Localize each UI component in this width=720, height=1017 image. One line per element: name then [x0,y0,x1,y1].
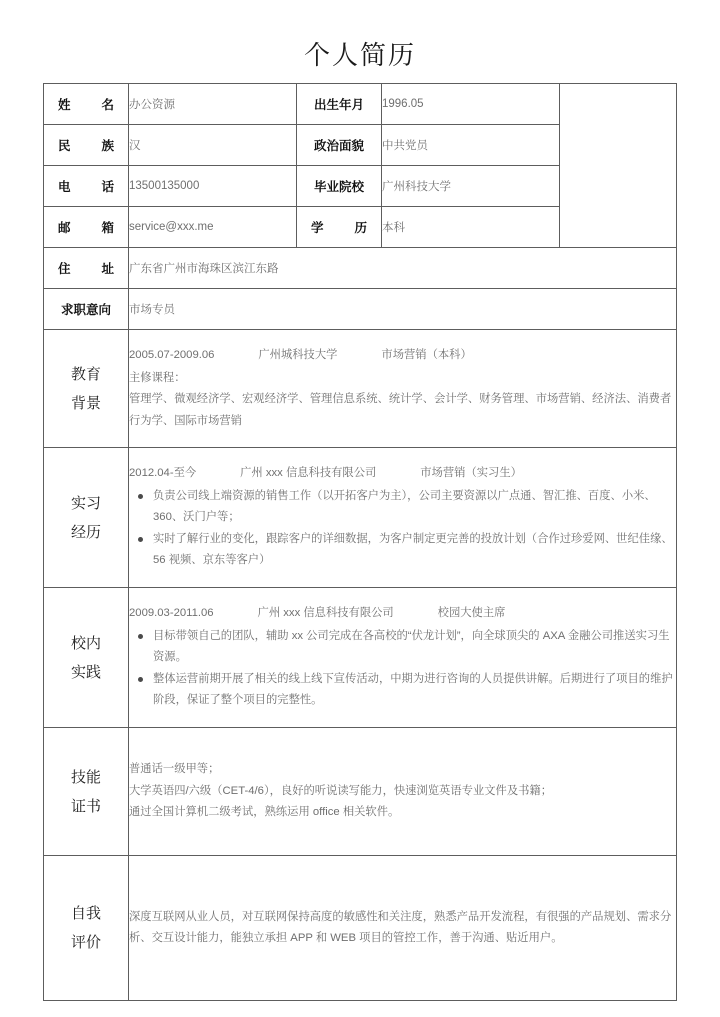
section-label-campus-practice-line2: 实践 [70,663,101,681]
field-label-email-text: 邮箱 [58,221,114,235]
field-label-name [44,84,129,125]
section-label-skills [44,728,129,856]
section-row-campus-practice [44,588,677,728]
field-value-political-status: 中共党员 [382,125,560,166]
field-label-birthdate [297,84,382,125]
section-label-education-line1: 教育 [70,365,101,383]
section-label-campus-practice [44,588,129,728]
self-evaluation-text: 深度互联网从业人员，对互联网保持高度的敏感性和关注度，熟悉产品开发流程，有很强的产品规划、需求分析、交互设计能力，能独立承担 APP 和 WEB 项目的管控工作，善于沟通、贴近用户。 [129,910,672,944]
skills-line-2: 大学英语四/六级（CET-4/6），良好的听说读写能力，快速浏览英语专业文件及书籍； [129,784,553,797]
section-row-internship [44,448,677,588]
skills-line-3: 通过全国计算机二级考试，熟练运用 office 相关软件。 [129,806,400,819]
field-label-objective [44,289,129,330]
field-label-objective-text: 求职意向 [60,303,111,317]
section-label-self-evaluation-line2: 评价 [70,934,101,951]
field-label-school-text: 毕业院校 [313,180,364,194]
field-value-birthdate: 1996.05 [382,84,560,125]
section-body-campus-practice [129,588,677,728]
field-value-school: 广州科技大学 [382,166,560,207]
section-label-internship [44,448,129,588]
field-label-school [297,166,382,207]
field-label-address [44,248,129,289]
field-label-email [44,207,129,248]
field-label-ethnicity [44,125,129,166]
section-body-skills [129,728,677,856]
education-header-line: 2005.07-2009.06 广州城科技大学 市场营销（本科） [129,349,472,361]
section-label-education [44,330,129,448]
field-value-ethnicity: 汉 [129,125,297,166]
section-label-campus-practice-line1: 校内 [70,634,101,652]
field-label-political-status [297,125,382,166]
skills-line-1: 普通话一级甲等； [129,763,220,776]
section-label-skills-line1: 技能 [70,768,101,786]
table-row-address [44,248,677,289]
field-label-phone [44,166,129,207]
field-label-address-text: 住址 [58,262,114,276]
field-label-ethnicity-text: 民族 [58,139,114,153]
field-label-phone-text: 电话 [58,180,114,194]
section-label-education-line2: 背景 [70,394,101,412]
list-item: 整体运营前期开展了相关的线上线下宣传活动，中期为进行咨询的人员提供讲解。后期进行了项目的维护阶段，保证了整个项目的完整性。 [129,669,676,712]
campus-practice-header-line: 2009.03-2011.06 广州 xxx 信息科技有限公司 校园大使主席 [129,607,506,620]
table-row-objective [44,289,677,330]
internship-header-line: 2012.04-至今 广州 xxx 信息科技有限公司 市场营销（实习生） [129,467,522,480]
list-item: 负责公司线上端资源的销售工作（以开拓客户为主），公司主要资源以广点通、智汇推、百度、小米、360、沃门户等； [129,486,676,529]
education-courses-text: 管理学、微观经济学、宏观经济学、管理信息系统、统计学、会计学、财务管理、市场营销、经济法、消费者行为学、国际市场营销 [129,393,672,427]
resume-table [43,83,677,1001]
education-courses-heading: 主修课程： [129,371,186,384]
field-label-political-status-text: 政治面貌 [313,139,364,153]
internship-bullet-list [129,486,676,572]
photo-placeholder-cell [560,84,677,248]
field-value-phone: 13500135000 [129,166,297,207]
field-value-email: service@xxx.me [129,207,297,248]
section-label-skills-line2: 证书 [70,797,101,815]
section-label-self-evaluation-line1: 自我 [70,905,101,922]
field-label-birthdate-text: 出生年月 [313,98,364,112]
section-label-self-evaluation [44,856,129,1001]
section-row-skills [44,728,677,856]
section-label-internship-line2: 经历 [70,523,101,541]
field-value-degree: 本科 [382,207,560,248]
field-value-name: 办公资源 [129,84,297,125]
page-title: 个人简历 [303,40,416,70]
section-label-internship-line1: 实习 [70,494,101,512]
field-label-name-text: 姓名 [58,98,114,112]
section-body-internship [129,448,677,588]
field-label-degree-text: 学历 [311,221,367,235]
list-item: 实时了解行业的变化，跟踪客户的详细数据，为客户制定更完善的投放计划（合作过珍爱网、世纪佳缘、56 视频、京东等客户） [129,529,676,572]
campus-practice-bullet-list [129,626,676,712]
section-row-education [44,330,677,448]
table-row-name [44,84,677,125]
field-label-degree [297,207,382,248]
section-row-self-evaluation [44,856,677,1001]
section-body-self-evaluation [129,856,677,1001]
field-value-address: 广东省广州市海珠区滨江东路 [129,248,677,289]
list-item: 目标带领自己的团队，辅助 xx 公司完成在各高校的“伏龙计划”，向全球顶尖的 AXA 金融公司推送实习生资源。 [129,626,676,669]
field-value-objective: 市场专员 [129,289,677,330]
section-body-education [129,330,677,448]
